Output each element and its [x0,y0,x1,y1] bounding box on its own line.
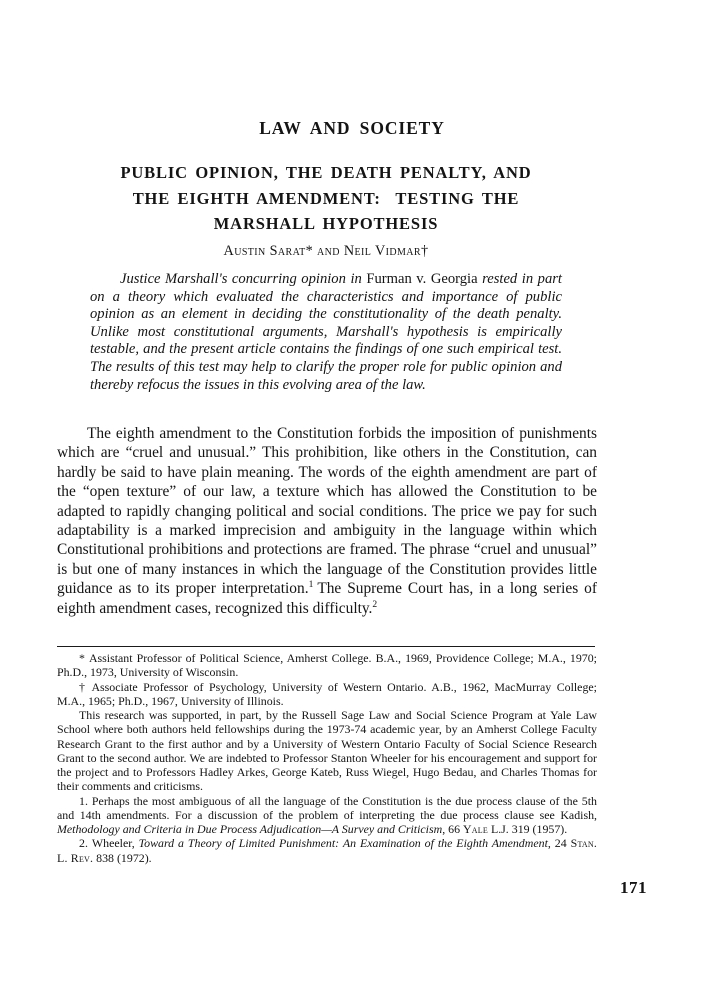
title-line-3: MARSHALL HYPOTHESIS [213,214,439,233]
footnote-cite-suffix: 838 (1972). [93,850,152,865]
abstract-text-lead: Justice Marshall's concurring opinion in [120,271,367,287]
author-name-primary: Austin Sarat [223,243,306,259]
article-title [57,160,595,237]
footnote-cite-prefix: , 66 [442,822,464,836]
footnote-separator-rule [57,646,595,647]
footnote-marker: † [79,679,88,694]
case-citation-furman: Furman v. Georgia [366,271,478,287]
footnote-body: Associate Professor of Psychology, University of Western Ontario. A.B., 1962, MacMurray College; M.A., 1965; Ph.D., 1967, University of Illinois. [57,679,597,708]
running-head: LAW AND SOCIETY [259,118,445,138]
author-footnote-asterisk: * [305,243,314,259]
title-line-1: PUBLIC OPINION, THE DEATH PENALTY, AND [120,163,532,182]
footnote-article-title: Methodology and Criteria in Due Process Adjudication—A Survey and Criticism [57,822,443,836]
abstract-block [90,271,562,394]
footnote-dagger [57,680,597,709]
byline-conjunction: and [313,243,344,259]
footnote-body: Perhaps the most ambiguous of all the language of the Constitution is the due process clause of the 5th and 14th amendments. For a discussion of the problem of interpreting the due process clause see Kadish, [57,793,597,822]
footnote-ref-2[interactable]: 2 [372,598,378,610]
body-segment-one: The eighth amendment to the Constitution forbids the imposition of punishments which are “cruel and unusual.” This prohibition, like others in the Constitution, can hardly be said to have plain meaning. The words of the eighth amendment are part of the “open texture” of our law, a texture which has allowed the Constitution to be adapted to rapidly changing political and social conditions. The price we pay for such adaptability is a marked imprecision and ambiguity in the language within which Constitutional prohibitions and protections are framed. The phrase “cruel and unusual” is but one of many instances in which the language of the Constitution provides little guidance as to its proper interpretation. [57,425,597,598]
footnote-cite-suffix: L.J. 319 (1957). [487,822,568,836]
footnote-body: Wheeler, [91,836,139,851]
footnote-journal-name: Stan. L. Rev. [57,836,598,865]
body-segment-two: The Supreme Court has, in a long series of eighth amendment cases, recognized this difficulty. [57,580,598,617]
footnote-acknowledgments [57,708,597,794]
body-paragraph [57,424,597,618]
footnote-cite-prefix: , 24 [547,836,571,851]
footnote-1 [57,794,597,837]
footnote-article-title: Toward a Theory of Limited Punishment: An Examination of the Eighth Amendment [138,836,548,851]
footnote-ref-1[interactable]: 1 [308,579,314,591]
author-footnote-dagger: † [420,243,429,259]
author-name-secondary: Neil Vidmar [343,243,421,259]
author-byline [57,243,595,260]
footnote-asterisk [57,651,597,680]
footnote-journal-name: Yale [463,822,488,836]
abstract-text-rest: rested in part on a theory which evaluated the characteristics and importance of public opinion as an element in deciding the constitutionality of the death penalty. Unlike most constitutional arguments, Marshall's hypothesis is empirically testable, and the present article contains the findings of one such empirical test. The results of this test may help to clarify the proper role for public opinion and thereby refocus the issues in this evolving area of the law. [90,271,562,393]
footnote-marker: 2. [79,836,88,851]
footnote-body: This research was supported, in part, by the Russell Sage Law and Social Science Program at Yale Law School where both authors held fellowships during the 1973-74 academic year, by an Amherst College Faculty Research Grant to the first author and by a University of Western Ontario Faculty of Social Science Research Grant to the second author. We are indebted to Professor Stanton Wheeler for his encouragement and support for the project and to Professors Hadley Arkes, George Kateb, Russ Wiegel, Hugo Bedau, and Charles Thomas for their comments and criticisms. [57,708,597,794]
footnote-area [57,651,597,865]
page-number: 171 [620,878,647,897]
footnote-2 [57,836,597,865]
title-line-2: THE EIGHTH AMENDMENT: TESTING THE [132,188,520,208]
footnote-marker: 1. [79,793,88,808]
footnote-marker: * [79,651,85,665]
footnote-body: Assistant Professor of Political Science, Amherst College. B.A., 1969, Providence College; M.A., 1970; Ph.D., 1973, University of Wisconsin. [57,651,597,680]
